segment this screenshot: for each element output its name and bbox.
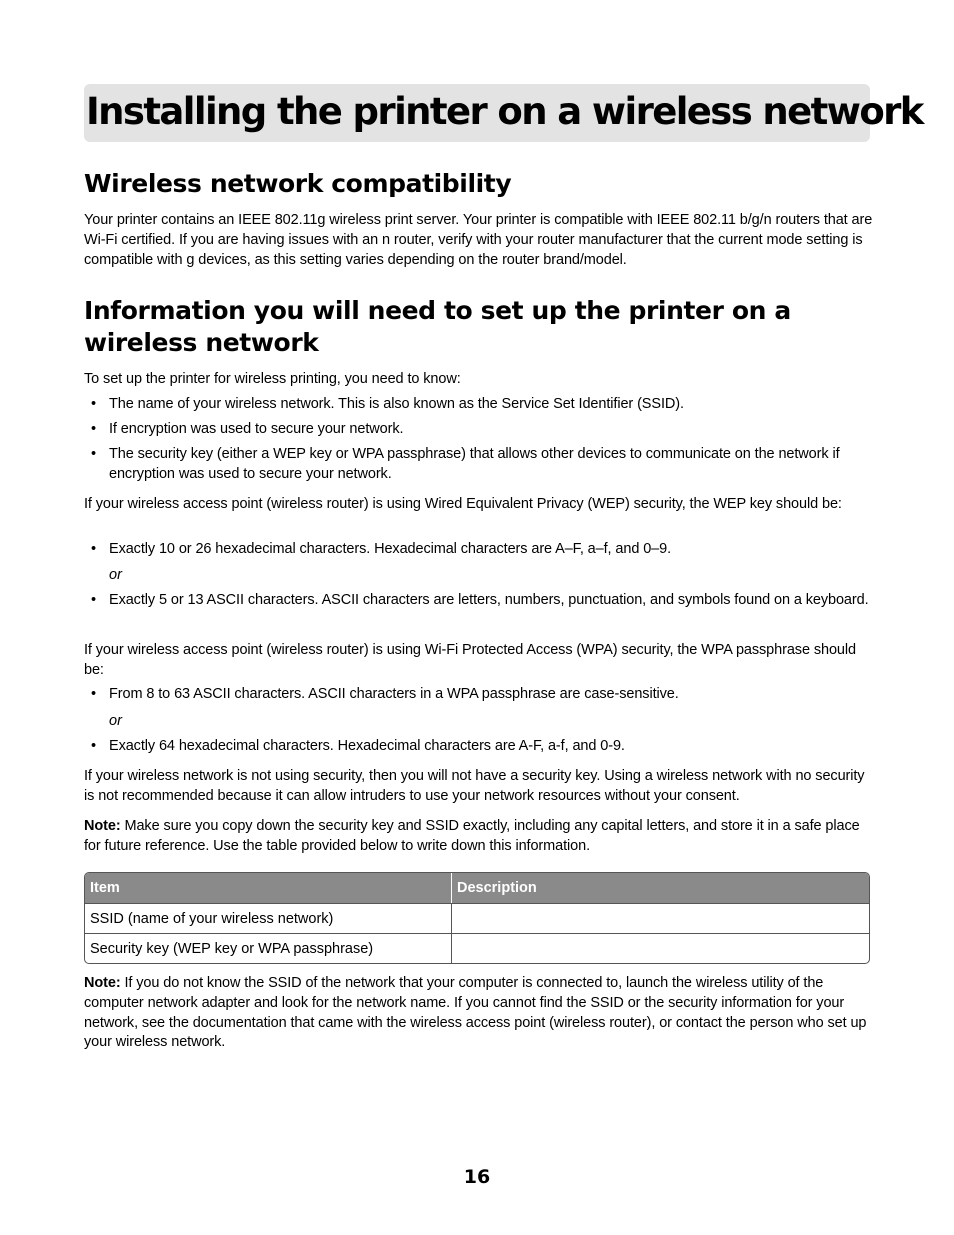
info-intro: To set up the printer for wireless printing, you need to know: (84, 371, 461, 387)
bullet-icon: • (91, 396, 96, 412)
or-separator: or (109, 713, 122, 729)
network-info-table (84, 872, 870, 964)
note-label: Note: (84, 818, 121, 834)
wpa-paragraph: If your wireless access point (wireless router) is using Wi-Fi Protected Access (WPA) security, the WPA passphrase should be: (84, 642, 856, 678)
chapter-title: Installing the printer on a wireless network (86, 90, 923, 133)
section-heading-info-line1: Information you will need to set up the printer on a (84, 296, 791, 325)
bullet-icon: • (91, 421, 96, 437)
wep-paragraph: If your wireless access point (wireless router) is using Wired Equivalent Privacy (WEP) security, the WEP key should be: (84, 496, 842, 512)
bullet-icon: • (91, 592, 96, 608)
list-item: • If encryption was used to secure your network. (84, 420, 874, 440)
list-item: • Exactly 5 or 13 ASCII characters. ASCII characters are letters, numbers, punctuation, and symbols found on a keyboard. (84, 591, 874, 611)
table-row (85, 903, 869, 933)
table-row (85, 933, 869, 963)
table-cell (451, 903, 869, 933)
list-item: • Exactly 64 hexadecimal characters. Hexadecimal characters are A-F, a-f, and 0-9. (84, 737, 874, 757)
note-label: Note: (84, 975, 121, 991)
no-security-paragraph: If your wireless network is not using security, then you will not have a security key. Using a wireless network with no security is not recommended because it can allow intruders to use your network resources without your consent. (84, 768, 865, 804)
note-paragraph (84, 974, 874, 1053)
column-header-description: Description (451, 873, 869, 903)
note-paragraph (84, 817, 874, 857)
table-cell: Security key (WEP key or WPA passphrase) (85, 933, 451, 963)
list-item: • From 8 to 63 ASCII characters. ASCII characters in a WPA passphrase are case-sensitive. (84, 685, 874, 705)
page-number: 16 (463, 1166, 491, 1188)
note-text: If you do not know the SSID of the network that your computer is connected to, launch the wireless utility of the computer network adapter and look for the network name. If you cannot find the SSID or the security information for your network, see the documentation that came with the wireless access point (wireless router), or contact the person who set up your wireless network. (84, 975, 867, 1051)
section-heading-compatibility: Wireless network compatibility (84, 169, 512, 198)
bullet-icon: • (91, 686, 96, 702)
column-header-item: Item (85, 873, 451, 903)
list-item: • Exactly 10 or 26 hexadecimal characters. Hexadecimal characters are A–F, a–f, and 0–9. (84, 540, 874, 560)
bullet-icon: • (91, 541, 96, 557)
compatibility-paragraph: Your printer contains an IEEE 802.11g wireless print server. Your printer is compatible with IEEE 802.11 b/g/n routers that are Wi-Fi certified. If you are having issues with an n router, verify with your router manufacturer that the current mode setting is compatible with g devices, as this setting varies depending on the router brand/model. (84, 212, 873, 268)
bullet-icon: • (91, 738, 96, 754)
or-separator: or (109, 567, 122, 583)
table-header-row (85, 873, 869, 903)
bullet-icon: • (91, 446, 96, 462)
note-text: Make sure you copy down the security key and SSID exactly, including any capital letters, and store it in a safe place for future reference. Use the table provided below to write down this information. (84, 818, 860, 854)
table-cell (451, 933, 869, 963)
table-cell: SSID (name of your wireless network) (85, 903, 451, 933)
list-item: • The security key (either a WEP key or WPA passphrase) that allows other devices to communicate on the network if encryption was used to secure your network. (91, 446, 840, 482)
list-item: • The name of your wireless network. This is also known as the Service Set Identifier (SSID). (84, 395, 874, 415)
section-heading-info-line2: wireless network (84, 328, 319, 357)
